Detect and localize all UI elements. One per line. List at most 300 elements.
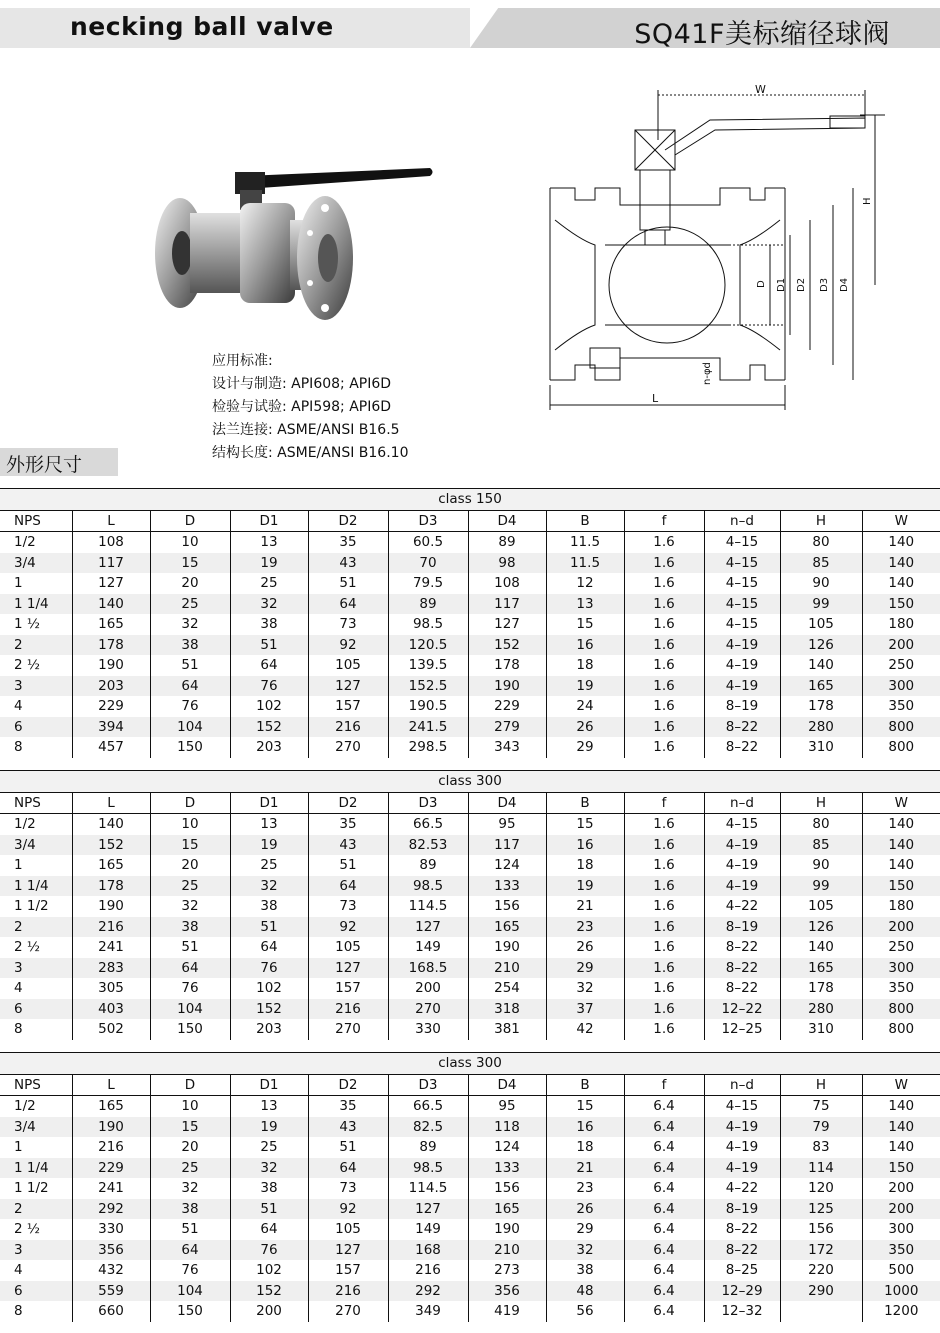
table-cell: 203 [230,1019,308,1040]
table-cell: 10 [150,814,230,835]
table-cell: 157 [308,1260,388,1281]
table-cell: 178 [780,978,862,999]
table-cell: 660 [72,1301,150,1322]
table-cell: 4 [0,1260,72,1281]
table-cell: 125 [780,1199,862,1220]
table-cell: 2 ½ [0,1219,72,1240]
table-cell: 280 [780,717,862,738]
table-cell: 350 [862,1240,940,1261]
table-cell: 133 [468,876,546,897]
table-cell: 15 [150,1117,230,1138]
table-cell: 19 [230,1117,308,1138]
table-cell: 35 [308,532,388,553]
table-cell: 92 [308,1199,388,1220]
column-header: W [862,510,940,532]
table-cell: 19 [230,553,308,574]
table-cell: 6.4 [624,1117,704,1138]
table-cell: 190 [468,937,546,958]
table-cell: 250 [888,939,915,956]
table-cell: 152.5 [388,676,468,697]
column-header: L [72,792,150,814]
table-cell: 127 [308,958,388,979]
table-cell: 157 [308,978,388,999]
table-cell: 64 [230,1219,308,1240]
table-cell: 23 [546,1178,624,1199]
table-cell: 216 [308,999,388,1020]
table-cell: 24 [546,696,624,717]
table-cell: 1 [0,855,72,876]
table-cell: 3/4 [0,1117,72,1138]
table-cell: 8–19 [704,917,780,938]
table-cell: 51 [230,635,308,656]
column-header: D3 [388,1074,468,1096]
table-cell: 800 [862,717,940,738]
table-cell: 64 [230,937,308,958]
table-cell: 8–22 [704,717,780,738]
dimensions-section-tab [0,448,118,476]
table-cell: 168 [388,1240,468,1261]
table-cell: 102 [230,1260,308,1281]
column-header: D1 [230,510,308,532]
table-cell: 216 [308,717,388,738]
class-300-table-2 [0,1052,940,1322]
table-cell: 305 [72,978,150,999]
table-cell: 3/4 [0,835,72,856]
table-cell: 4–19 [704,1158,780,1179]
table-row [0,999,940,1020]
table-cell: 89 [468,532,546,553]
table-cell: 4–19 [704,655,780,676]
table-cell: 139.5 [388,655,468,676]
table-cell: 51 [230,917,308,938]
table-cell: 1.6 [624,937,704,958]
table-cell: 38 [230,1178,308,1199]
table-cell: 127 [388,1199,468,1220]
table-cell: 4–15 [704,814,780,835]
table-cell: 13 [230,532,308,553]
table-cell: 300 [862,958,940,979]
table-cell: 73 [308,614,388,635]
table-row [0,1137,940,1158]
table-cell: 165 [72,614,150,635]
column-header: W [862,792,940,814]
table-cell: 124 [468,1137,546,1158]
column-header: n–d [704,792,780,814]
table-cell: 38 [150,1199,230,1220]
table-cell: 12–22 [704,999,780,1020]
table-cell: 118 [468,1117,546,1138]
table-cell: 20 [150,855,230,876]
table-cell: 29 [546,1219,624,1240]
table-cell: 104 [150,1281,230,1302]
table-cell: 23 [546,917,624,938]
table-cell: 200 [888,1180,915,1197]
table-row [0,532,940,553]
table-cell: 178 [72,635,150,656]
column-header: L [72,510,150,532]
table-cell: 8 [0,1019,72,1040]
table-row [0,1019,940,1040]
table-cell: 26 [546,1199,624,1220]
table-cell: 152 [230,1281,308,1302]
table-cell: 8 [0,1301,72,1322]
table-cell: 3 [0,958,72,979]
table-cell: 89 [388,594,468,615]
table-cell: 1.6 [624,958,704,979]
table-cell: 229 [468,696,546,717]
table-cell: 76 [230,958,308,979]
table-cell: 51 [308,1137,388,1158]
table-cell: 330 [72,1219,150,1240]
table-cell: 105 [308,655,388,676]
table-cell: 32 [150,614,230,635]
table-cell: 6.4 [624,1199,704,1220]
table-cell: 280 [780,999,862,1020]
table-cell: 105 [780,896,862,917]
table-cell: 18 [546,855,624,876]
table-row [0,896,940,917]
table-cell: 190.5 [388,696,468,717]
table-cell: 127 [468,614,546,635]
table-cell: 1.6 [624,717,704,738]
valve-dimension-drawing [540,80,940,420]
table-cell: 1 [0,1137,72,1158]
table-cell: 82.5 [388,1117,468,1138]
table-cell: 1/2 [0,532,72,553]
table-cell: 19 [546,676,624,697]
table-row [0,1178,940,1199]
table-cell: 25 [150,1158,230,1179]
column-header: n–d [704,1074,780,1096]
table-cell: 1.6 [624,835,704,856]
table-cell: 1.6 [624,978,704,999]
table-cell: 241 [72,1178,150,1199]
table-cell: 800 [862,999,940,1020]
table-cell: 127 [72,573,150,594]
dim-label-l: L [652,392,659,405]
table-cell: 6.4 [624,1096,704,1117]
table-cell: 140 [888,816,915,833]
table-cell: 350 [888,698,915,715]
table-cell: 32 [230,876,308,897]
table-cell: 559 [72,1281,150,1302]
table-cell: 43 [308,835,388,856]
table-cell: 38 [230,614,308,635]
table-row [0,676,940,697]
table-cell: 4–15 [704,532,780,553]
table-cell: 8 [0,737,72,758]
table-cell: 140 [72,814,150,835]
table-cell: 1.6 [624,676,704,697]
table-cell: 35 [308,814,388,835]
table-cell: 4–19 [704,635,780,656]
standard-design: 设计与制造: API608; API6D [212,376,392,392]
page-title-english: necking ball valve [70,12,334,41]
table-cell: 117 [72,553,150,574]
table-cell: 10 [150,1096,230,1117]
table-cell: 8–22 [704,937,780,958]
table-cell: 85 [780,835,862,856]
table-cell: 12 [546,573,624,594]
column-header: D2 [308,1074,388,1096]
table-cell: 6.4 [624,1137,704,1158]
table-cell: 216 [72,917,150,938]
table-cell: 70 [388,553,468,574]
table-row [0,1260,940,1281]
table-row [0,635,940,656]
table-cell: 124 [468,855,546,876]
table-cell: 403 [72,999,150,1020]
table-cell: 13 [546,594,624,615]
table-cell: 76 [230,676,308,697]
table-row [0,573,940,594]
table-cell: 1 1/4 [0,1158,72,1179]
table-cell: 6.4 [624,1219,704,1240]
table-cell: 290 [780,1281,862,1302]
table-cell: 21 [546,1158,624,1179]
standard-flange: 法兰连接: ASME/ANSI B16.5 [212,422,400,438]
table-cell: 4–19 [704,855,780,876]
table-cell: 140 [862,553,940,574]
table-cell: 32 [150,1178,230,1199]
column-header: NPS [0,510,72,532]
table-cell: 114.5 [388,1178,468,1199]
standard-length: 结构长度: ASME/ANSI B16.10 [212,445,409,461]
table-cell: 1/2 [0,814,72,835]
column-header: B [546,1074,624,1096]
table-cell: 75 [780,1096,862,1117]
table-cell: 156 [780,1219,862,1240]
table-cell: 432 [72,1260,150,1281]
table-cell: 95 [468,1096,546,1117]
table-cell: 1.6 [624,917,704,938]
table-cell: 150 [862,594,940,615]
table-cell: 25 [230,573,308,594]
table-cell: 92 [308,917,388,938]
table-cell: 29 [546,958,624,979]
table-cell: 394 [72,717,150,738]
table-cell: 200 [862,1199,940,1220]
table-cell: 1.6 [624,635,704,656]
table-cell: 1.6 [624,655,704,676]
table-class-title: class 300 [0,771,940,793]
dimensions-section-title: 外形尺寸 [6,454,83,476]
class-150-table [0,488,940,758]
table-cell: 102 [230,696,308,717]
table-row [0,1240,940,1261]
table-cell: 16 [546,635,624,656]
column-header: D1 [230,792,308,814]
table-cell: 149 [388,937,468,958]
table-cell: 1.6 [624,553,704,574]
column-header: H [780,510,862,532]
table-cell: 150 [862,876,940,897]
table-row [0,717,940,738]
table-cell: 51 [230,1199,308,1220]
table-cell: 82.53 [388,835,468,856]
table-cell: 85 [780,553,862,574]
table-cell: 241.5 [388,717,468,738]
table-cell: 190 [72,896,150,917]
table-cell: 203 [230,737,308,758]
table-cell: 3 [0,676,72,697]
table-cell: 190 [468,1219,546,1240]
table-cell: 6.4 [624,1301,704,1322]
table-cell: 220 [780,1260,862,1281]
table-cell: 4–19 [704,676,780,697]
table-cell: 8–22 [704,1219,780,1240]
table-cell: 79.5 [388,573,468,594]
table-cell: 4–19 [704,1137,780,1158]
table-cell: 105 [308,1219,388,1240]
table-cell: 16 [546,1117,624,1138]
column-header: W [862,1074,940,1096]
table-cell: 56 [546,1301,624,1322]
table-cell: 4–19 [704,876,780,897]
table-cell: 26 [546,717,624,738]
table-cell: 43 [308,553,388,574]
table-cell: 104 [150,999,230,1020]
table-cell: 29 [546,737,624,758]
table-cell: 180 [888,898,915,915]
table-row [0,917,940,938]
table-cell: 8–19 [704,1199,780,1220]
table-cell: 4–19 [704,1117,780,1138]
table-cell: 90 [780,573,862,594]
table-cell: 1.6 [624,532,704,553]
table-cell: 90 [780,855,862,876]
table-cell: 140 [888,534,915,551]
table-cell: 2 [0,917,72,938]
table-row [0,1281,940,1302]
table-cell: 500 [888,1262,915,1279]
dim-label-w: W [755,83,766,96]
column-header: D4 [468,510,546,532]
table-cell: 25 [230,1137,308,1158]
table-cell: 15 [150,553,230,574]
table-cell: 2 [0,1199,72,1220]
table-cell: 25 [150,876,230,897]
table-cell: 156 [468,1178,546,1199]
table-cell: 165 [780,676,862,697]
table-cell: 150 [862,1158,940,1179]
table-cell: 16 [546,835,624,856]
table-cell: 102 [230,978,308,999]
table-cell: 381 [468,1019,546,1040]
table-class-title: class 150 [0,489,940,511]
table-cell: 4–19 [704,835,780,856]
table-cell: 83 [780,1137,862,1158]
table-cell: 1.6 [624,594,704,615]
table-cell: 8–22 [704,978,780,999]
table-row [0,958,940,979]
table-row [0,1158,940,1179]
table-cell: 1.6 [624,896,704,917]
table-cell: 140 [780,937,862,958]
table-cell: 300 [888,1221,915,1238]
table-cell: 6.4 [624,1260,704,1281]
table-cell: 4–15 [704,594,780,615]
table-cell: 4 [0,696,72,717]
table-cell: 6.4 [624,1281,704,1302]
table-cell: 15 [546,1096,624,1117]
table-cell: 292 [72,1199,150,1220]
table-cell: 6.4 [624,1178,704,1199]
table-cell: 140 [888,857,915,874]
table-cell: 80 [780,532,862,553]
table-cell: 38 [546,1260,624,1281]
table-cell: 25 [150,594,230,615]
table-cell: 51 [308,573,388,594]
standards-heading: 应用标准: [212,353,273,369]
table-cell: 150 [150,1019,230,1040]
table-cell: 241 [72,937,150,958]
table-cell: 168.5 [388,958,468,979]
table-cell: 26 [546,937,624,958]
ball-valve-photo [150,158,440,328]
table-cell: 350 [888,980,915,997]
table-cell: 356 [468,1281,546,1302]
table-row [0,835,940,856]
table-row [0,614,940,635]
table-cell: 19 [230,835,308,856]
table-cell: 11.5 [546,553,624,574]
table-cell: 210 [468,958,546,979]
column-header: H [780,1074,862,1096]
table-cell: 283 [72,958,150,979]
table-cell: 298.5 [388,737,468,758]
table-cell: 4–15 [704,553,780,574]
table-cell: 1.6 [624,614,704,635]
column-header: D [150,792,230,814]
table-cell: 172 [780,1240,862,1261]
table-cell: 6.4 [624,1158,704,1179]
table-cell: 502 [72,1019,150,1040]
table-cell: 1 1/4 [0,594,72,615]
standards-list [212,350,408,465]
table-cell: 1 1/2 [0,896,72,917]
table-cell: 216 [388,1260,468,1281]
table-cell: 1.6 [624,1019,704,1040]
table-cell: 6 [0,999,72,1020]
table-cell: 15 [546,814,624,835]
table-cell: 13 [230,1096,308,1117]
table-row [0,855,940,876]
table-cell: 270 [308,1301,388,1322]
table-cell: 800 [888,1021,915,1038]
table-cell: 152 [230,717,308,738]
table-cell: 180 [888,616,915,633]
table-cell: 1.6 [624,876,704,897]
table-cell: 203 [72,676,150,697]
column-header: D2 [308,510,388,532]
table-cell: 156 [468,896,546,917]
table-cell: 104 [150,717,230,738]
table-cell: 108 [468,573,546,594]
table-cell: 73 [308,896,388,917]
table-cell: 165 [72,1096,150,1117]
table-cell: 140 [72,594,150,615]
table-cell: 216 [308,1281,388,1302]
table-cell: 152 [230,999,308,1020]
table-row [0,1096,940,1117]
table-cell: 3/4 [0,553,72,574]
table-cell: 89 [388,1137,468,1158]
table-cell: 300 [862,676,940,697]
table-cell: 13 [230,814,308,835]
table-cell: 1.6 [624,696,704,717]
table-cell: 270 [308,737,388,758]
